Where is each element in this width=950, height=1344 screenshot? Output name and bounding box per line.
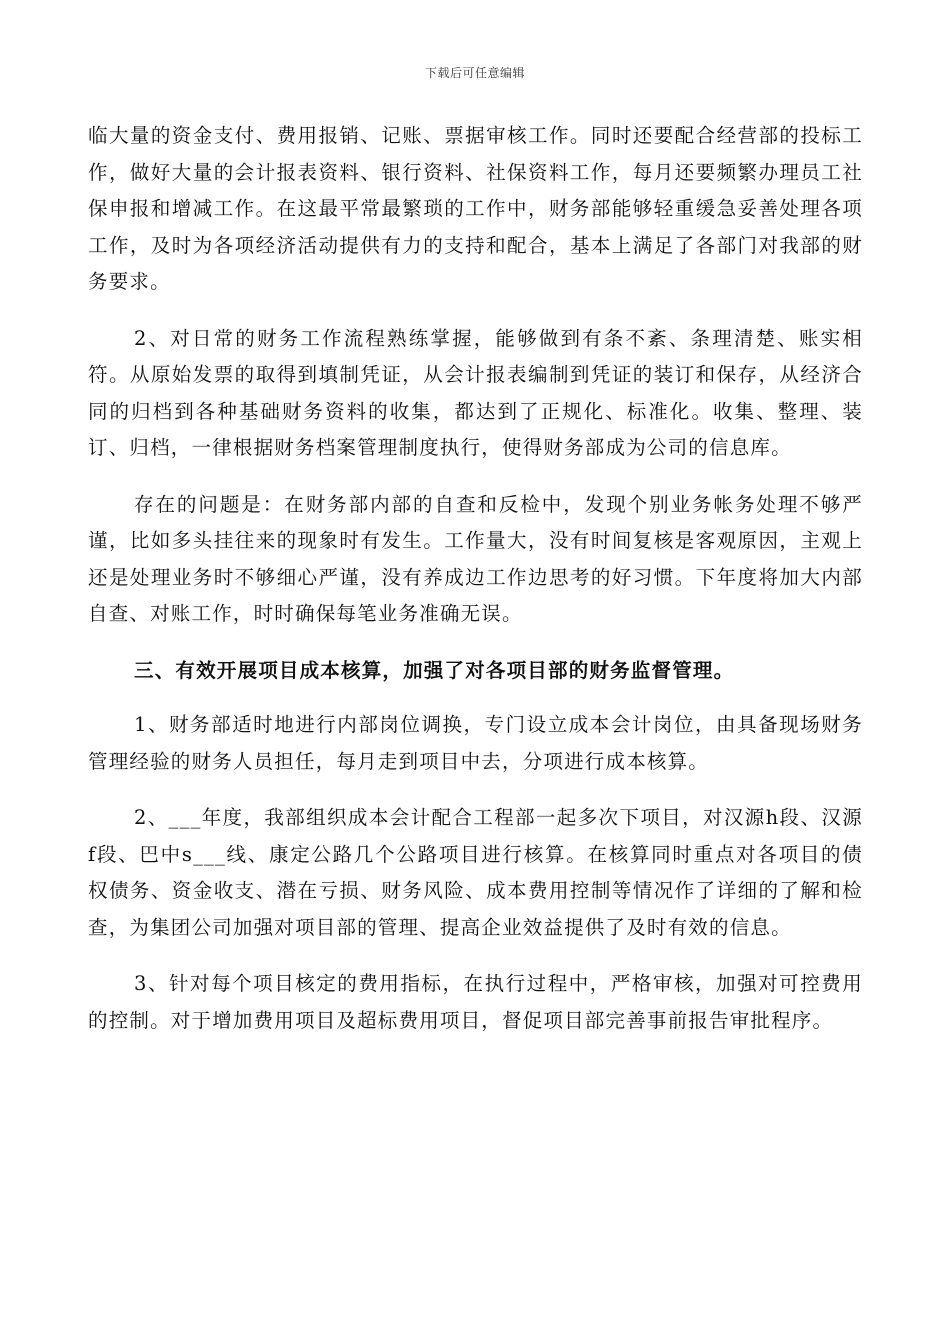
document-body	[88, 118, 863, 1059]
paragraph-cost-item-2: 2、___年度，我部组织成本会计配合工程部一起多次下项目，对汉源h段、汉源f段、巴中s___线、康定公路几个公路项目进行核算。在核算同时重点对各项目的债权债务、资金收支、潜在亏损、财务风险、成本费用控制等情况作了详细的了解和检查，为集团公司加强对项目部的管理、提高企业效益提供了及时有效的信息。	[88, 806, 863, 939]
paragraph-issues: 存在的问题是：在财务部内部的自查和反检中，发现个别业务帐务处理不够严谨，比如多头挂往来的现象时有发生。工作量大，没有时间复核是客观原因，主观上还是处理业务时不够细心严谨，没有养成边工作边思考的好习惯。下年度将加大内部自查、对账工作，时时确保每笔业务准确无误。	[88, 492, 863, 625]
paragraph-cost-item-1: 1、财务部适时地进行内部岗位调换，专门设立成本会计岗位，由具备现场财务管理经验的财务人员担任，每月走到项目中去，分项进行成本核算。	[88, 713, 863, 773]
paragraph-item-2: 2、对日常的财务工作流程熟练掌握，能够做到有条不紊、条理清楚、账实相符。从原始发票的取得到填制凭证，从会计报表编制到凭证的装订和保存，从经济合同的归档到各种基础财务资料的收集，都达到了正规化、标准化。收集、整理、装订、归档，一律根据财务档案管理制度执行，使得财务部成为公司的信息库。	[88, 326, 863, 459]
paragraph-cost-item-3: 3、针对每个项目核定的费用指标，在执行过程中，严格审核，加强对可控费用的控制。对于增加费用项目及超标费用项目，督促项目部完善事前报告审批程序。	[88, 972, 863, 1032]
page-header: 下载后可任意编辑	[424, 66, 525, 80]
paragraph-continuation: 临大量的资金支付、费用报销、记账、票据审核工作。同时还要配合经营部的投标工作，做好大量的会计报表资料、银行资料、社保资料工作，每月还要频繁办理员工社保申报和增减工作。在这最平常最繁琐的工作中，财务部能够轻重缓急妥善处理各项工作，及时为各项经济活动提供有力的支持和配合，基本上满足了各部门对我部的财务要求。	[88, 124, 863, 293]
section-heading-3: 三、有效开展项目成本核算，加强了对各项目部的财务监督管理。	[134, 658, 735, 682]
